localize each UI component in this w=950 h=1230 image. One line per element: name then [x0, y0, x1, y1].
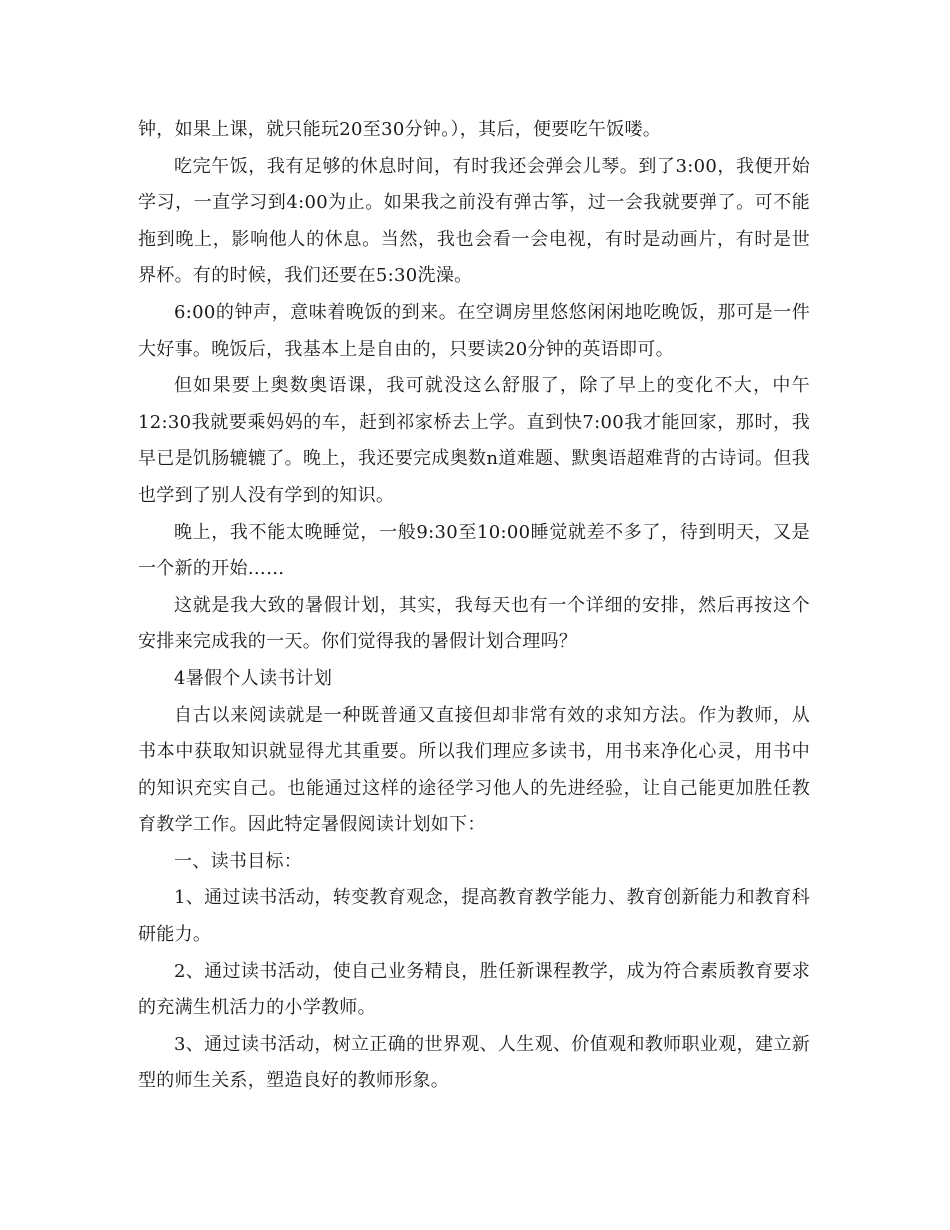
list-item: 1、通过读书活动，转变教育观念，提高教育教学能力、教育创新能力和教育科研能力。	[138, 887, 810, 946]
paragraph: 6:00的钟声，意味着晚饭的到来。在空调房里悠悠闲闲地吃晚饭，那可是一件大好事。晚饭后，我基本上是自由的，只要读20分钟的英语即可。	[138, 301, 810, 360]
paragraph: 晚上，我不能太晚睡觉，一般9:30至10:00睡觉就差不多了，待到明天，又是一个新的开始……	[138, 521, 810, 580]
section-heading: 4暑假个人读书计划	[174, 667, 333, 689]
paragraph: 这就是我大致的暑假计划，其实，我每天也有一个详细的安排，然后再按这个安排来完成我的一天。你们觉得我的暑假计划合理吗？	[138, 594, 810, 653]
paragraph: 自古以来阅读就是一种既普通又直接但却非常有效的求知方法。作为教师，从书本中获取知识就显得尤其重要。所以我们理应多读书，用书来净化心灵，用书中的知识充实自己。也能通过这样的途径学习他人的先进经验，让自己能更加胜任教育教学工作。因此特定暑假阅读计划如下：	[138, 704, 810, 836]
paragraph: 钟，如果上课，就只能玩20至30分钟。），其后，便要吃午饭喽。	[138, 119, 662, 140]
list-item: 3、通过读书活动，树立正确的世界观、人生观、价值观和教师职业观，建立新型的师生关系，塑造良好的教师形象。	[138, 1033, 810, 1092]
subsection-heading: 一、读书目标：	[174, 850, 303, 872]
paragraph: 吃完午饭，我有足够的休息时间，有时我还会弹会儿琴。到了3:00，我便开始学习，一直学习到4:00为止。如果我之前没有弹古筝，过一会我就要弹了。可不能拖到晚上，影响他人的休息。当然，我也会看一会电视，有时是动画片，有时是世界杯。有的时候，我们还要在5:30洗澡。	[138, 155, 810, 287]
paragraph: 但如果要上奥数奥语课，我可就没这么舒服了，除了早上的变化不大，中午12:30我就要乘妈妈的车，赶到祁家桥去上学。直到快7:00我才能回家，那时，我早已是饥肠辘辘了。晚上，我还要完成奥数n道难题、默奥语超难背的古诗词。但我也学到了别人没有学到的知识。	[138, 375, 810, 506]
list-item: 2、通过读书活动，使自己业务精良，胜任新课程教学，成为符合素质教育要求的充满生机活力的小学教师。	[138, 960, 810, 1019]
document-body	[138, 112, 810, 1100]
